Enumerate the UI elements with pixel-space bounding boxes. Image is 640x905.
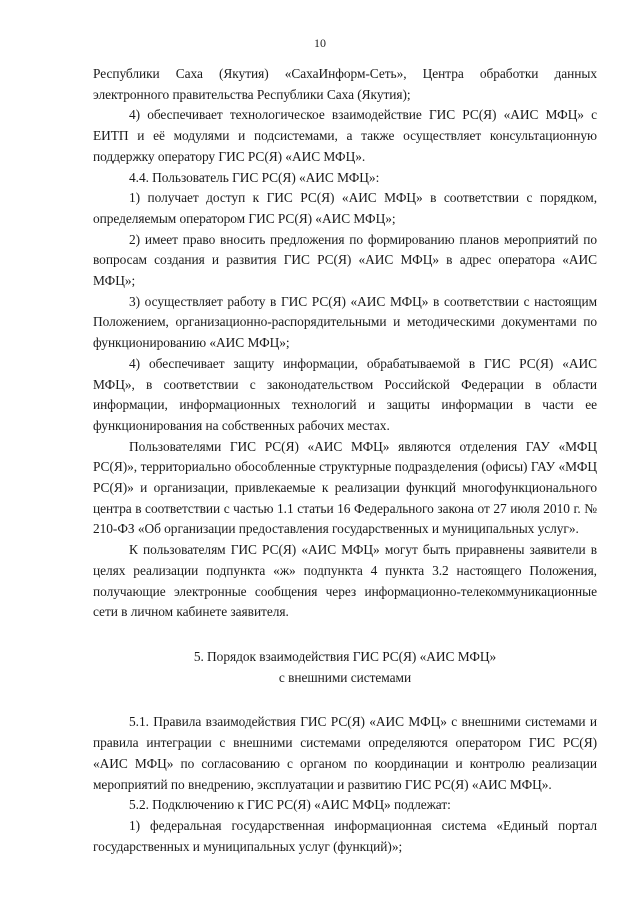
paragraph-4-3-item-4: 4) обеспечивает технологическое взаимодействие ГИС РС(Я) «АИС МФЦ» с ЕИТП и её модулями и подсистемами, а также осуществляет консультационную поддержку оператору ГИС РС(Я) «АИС МФЦ». (93, 107, 597, 164)
paragraph-4-4-item-1: 1) получает доступ к ГИС РС(Я) «АИС МФЦ» в соответствии с порядком, определяемым оператором ГИС РС(Я) «АИС МФЦ»; (93, 190, 597, 226)
section-5-heading (93, 647, 597, 688)
paragraph-4-4-item-3: 3) осуществляет работу в ГИС РС(Я) «АИС МФЦ» в соответствии с настоящим Положением, организационно-распорядительными и методическими документами по функционированию «АИС МФЦ»; (93, 293, 597, 351)
page-number: 10 (314, 36, 326, 50)
section-heading-line-1: 5. Порядок взаимодействия ГИС РС(Я) «АИС МФЦ» (193, 648, 497, 664)
paragraph-4-4-item-2: 2) имеет право вносить предложения по формированию планов мероприятий по вопросам создания и развития ГИС РС(Я) «АИС МФЦ» в адрес оператора «АИС МФЦ»; (93, 231, 597, 289)
paragraph-4-4-item-4: 4) обеспечивает защиту информации, обрабатываемой в ГИС РС(Я) «АИС МФЦ», в соответствии с законодательством Российской Федерации в области информации, информационных технологий и защиты информации в части ее функционирования на собственных рабочих местах. (93, 355, 597, 433)
paragraph-5-1: 5.1. Правила взаимодействия ГИС РС(Я) «АИС МФЦ» с внешними системами и правила интеграции с внешними системами определяются оператором ГИС РС(Я) «АИС МФЦ» по согласованию с органом по координации и контролю реализации мероприятий по внедрению, эксплуатации и развитию ГИС РС(Я) «АИС МФЦ». (93, 714, 597, 792)
document-body (93, 64, 597, 857)
paragraph-5-2-item-1: 1) федеральная государственная информационная система «Единый портал государственных и муниципальных услуг (функций)»; (93, 817, 597, 854)
paragraph-users: Пользователями ГИС РС(Я) «АИС МФЦ» являются отделения ГАУ «МФЦ РС(Я)», территориально обособленные структурные подразделения (офисы) ГАУ «МФЦ РС(Я)» и организации, привлекаемые к реализации функций многофункционального центра в соответствии с частью 1.1 статьи 16 Федерального закона от 27 июля 2010 г. № 210-ФЗ «Об организации предоставления государственных и муниципальных услуг». (93, 438, 597, 537)
paragraph-applicants: К пользователям ГИС РС(Я) «АИС МФЦ» могут быть приравнены заявители в целях реализации подпункта «ж» подпункта 4 пункта 3.2 настоящего Положения, получающие электронные сообщения через информационно-телекоммуникационные сети в личном кабинете заявителя. (93, 542, 597, 620)
paragraph-5-2: 5.2. Подключению к ГИС РС(Я) «АИС МФЦ» подлежат: (129, 797, 451, 813)
paragraph-continuation: Республики Саха (Якутия) «СахаИнформ-Сеть», Центра обработки данных электронного правительства Республики Саха (Якутия); (93, 66, 597, 102)
paragraph-4-4-heading: 4.4. Пользователь ГИС РС(Я) «АИС МФЦ»: (129, 169, 380, 185)
section-heading-line-2: с внешними системами (278, 669, 412, 685)
